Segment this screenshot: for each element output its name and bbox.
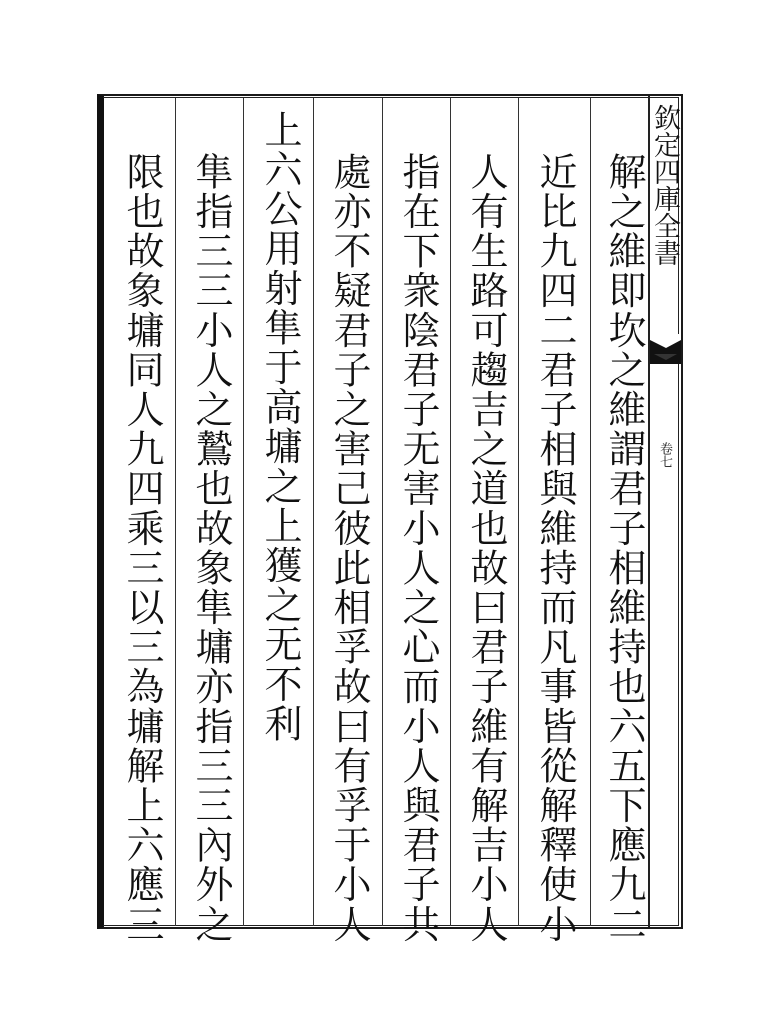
- column-rule: [450, 98, 451, 926]
- juan-label: 卷七: [657, 442, 672, 468]
- text-column-1: 解之維即坎之維謂君子相維持也六五下應九二: [602, 152, 646, 944]
- margin-title: 欽定四庫全書: [649, 104, 680, 266]
- column-rule: [243, 98, 244, 926]
- text-column-5: 處亦不疑君子之害己彼此相孚故曰有孚于小人: [327, 152, 371, 944]
- text-column-6: 上六公用射隼于高墉之上獲之无不利: [258, 110, 302, 744]
- column-rule: [382, 98, 383, 926]
- column-rule: [313, 98, 314, 926]
- text-column-4: 指在下衆陰君子无害小人之心而小人與君子共: [396, 152, 440, 944]
- text-column-2: 近比九四二君子相與維持而凡事皆從解釋使小: [533, 152, 577, 944]
- column-rule: [590, 98, 591, 926]
- column-rule: [175, 98, 176, 926]
- column-rule: [518, 98, 519, 926]
- text-column-8: 限也故象墉同人九四乘三以三為墉解上六應三: [120, 152, 164, 944]
- text-column-7: 隼指三三小人之鷙也故象隼墉亦指三三內外之: [189, 152, 233, 944]
- fish-tail-icon: [650, 334, 681, 364]
- text-column-3: 人有生路可趨吉之道也故曰君子維有解吉小人: [464, 152, 508, 944]
